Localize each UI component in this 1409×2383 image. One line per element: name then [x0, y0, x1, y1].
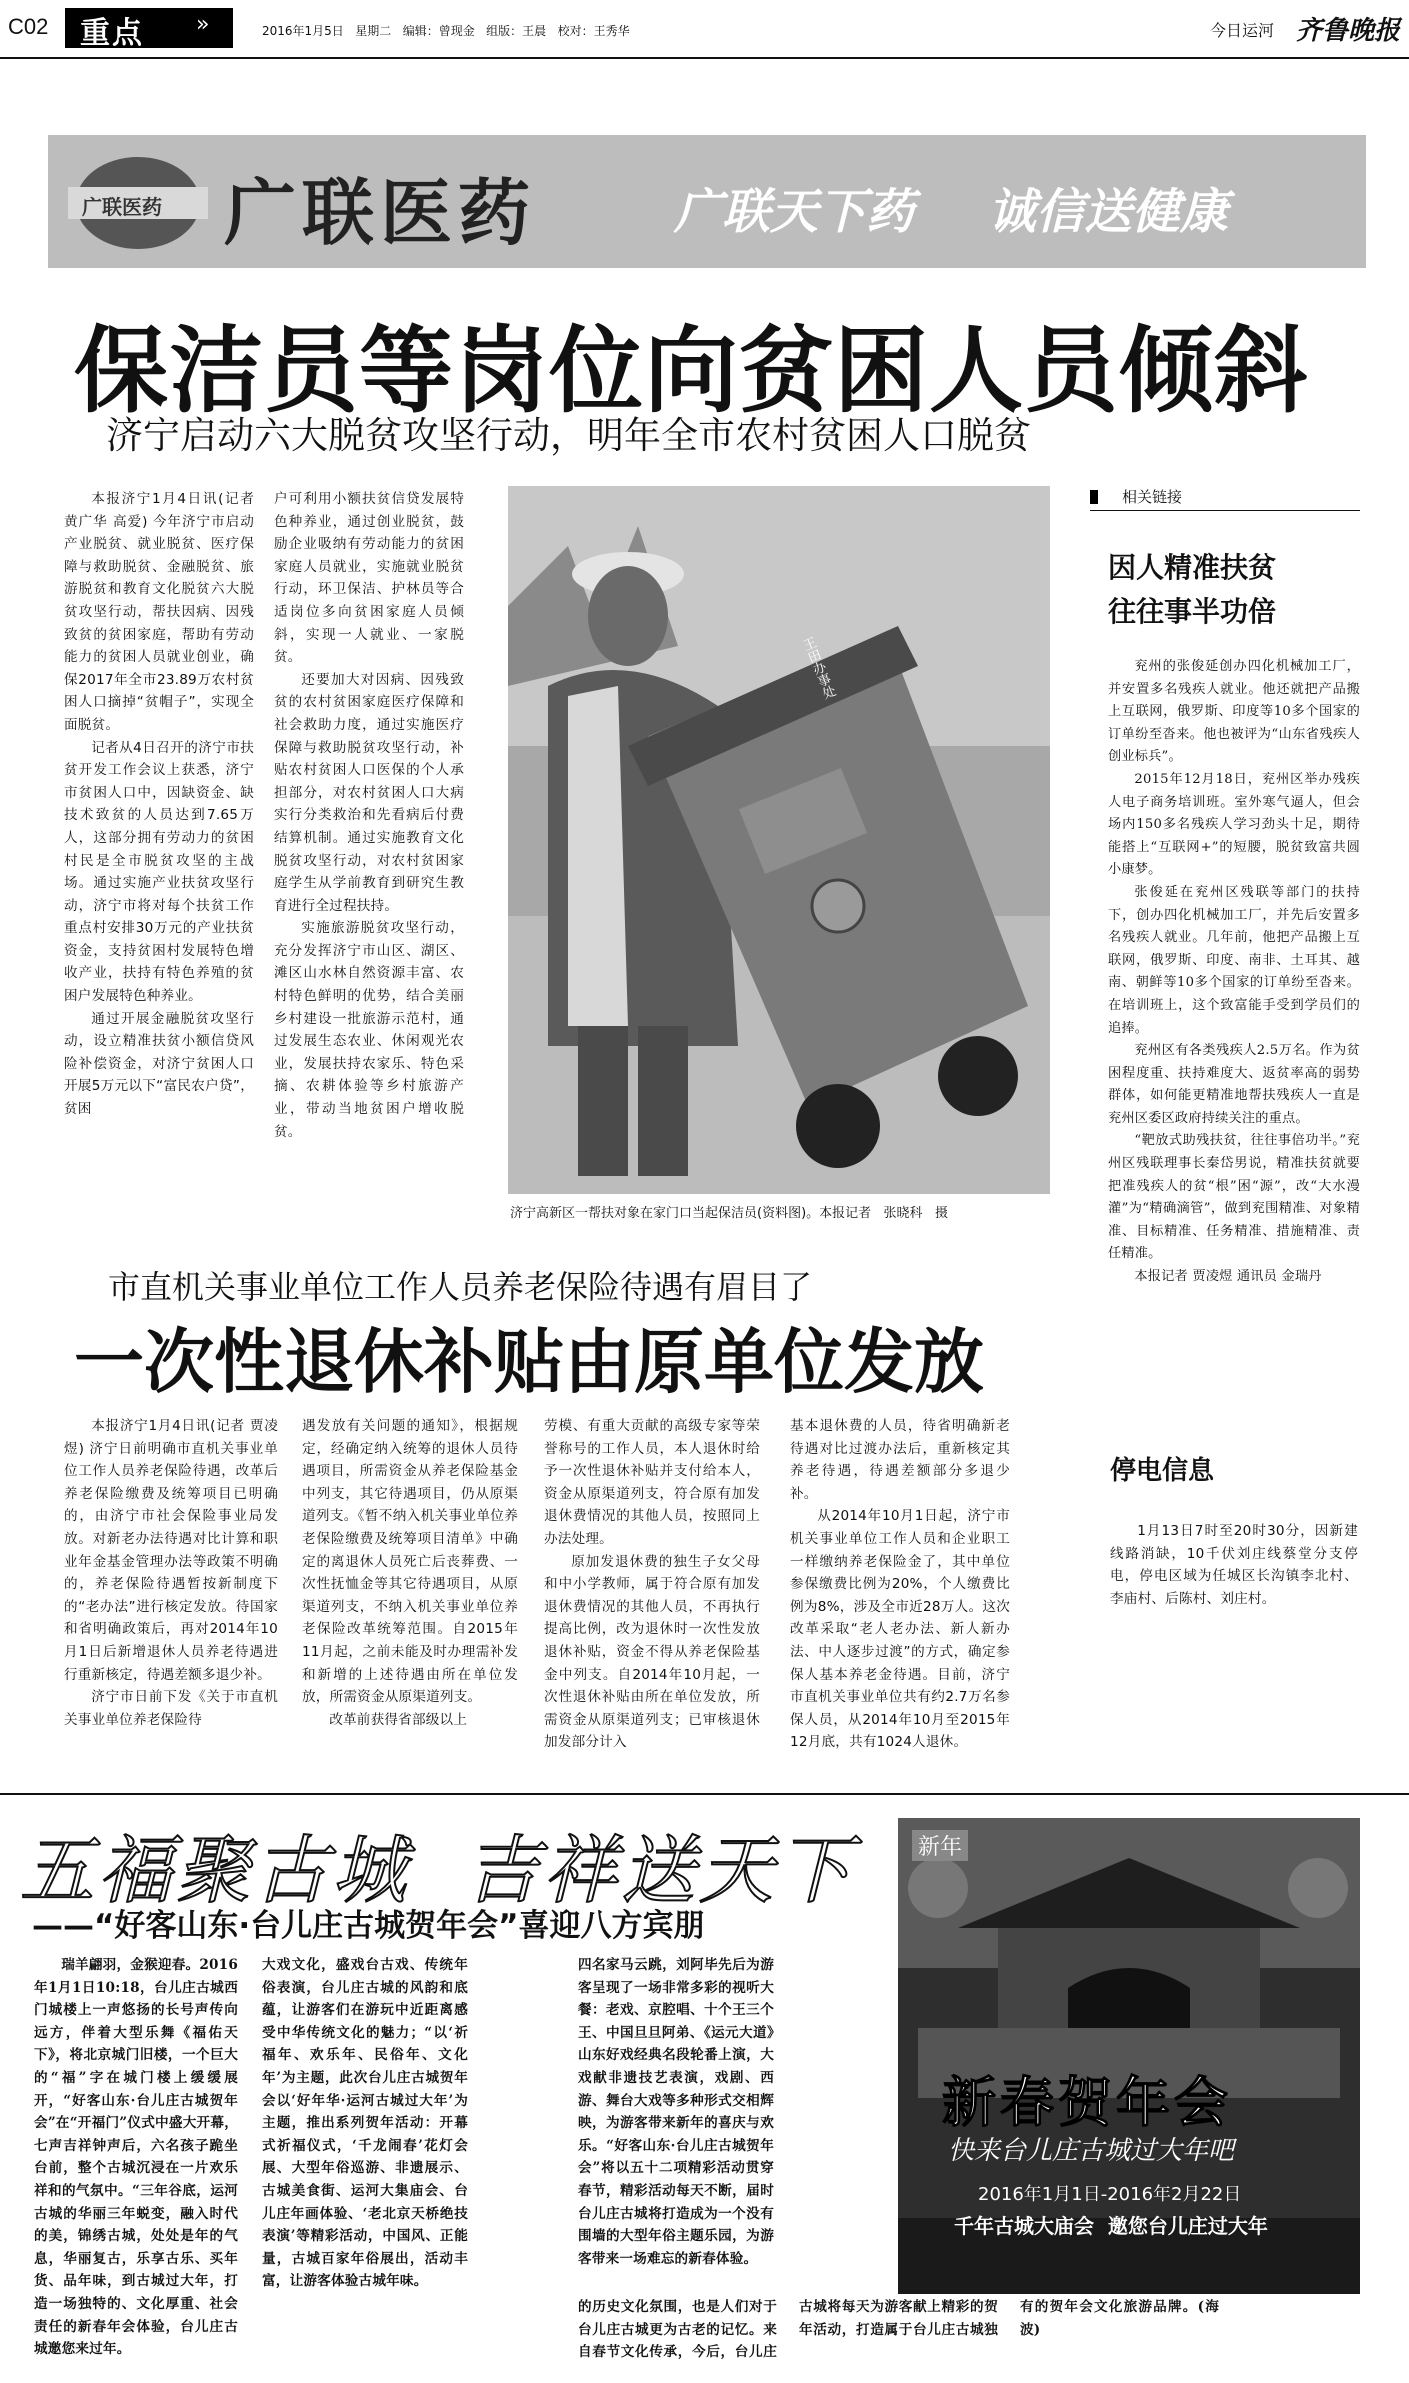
page-header: [0, 0, 1409, 58]
story1-column-2: [274, 488, 464, 1143]
paragraph: 瑞羊翩羽，金猴迎春。2016年1月1日10:18，台儿庄古城西门城楼上一声悠扬的长号声传向远方，伴着大型乐舞《福佑天下》，将北京城门旧楼，一个巨大的“福”字在城门楼上缓缓展开，“好客山东·台儿庄古城贺年会”在“开福门”仪式中盛大开幕，七声吉祥钟声后，六名孩子跪坐台前，整个古城沉浸在一片欢乐祥和的气氛中。“三年谷底，运河古城的华丽三年蜕变，融入时代的美，锦绣古城，处处是年的气息，华丽复古，乐享古乐、买年货、品年味，到古城过大年，打造一场独特的、文化厚重、社会责任的新春年会体验，台儿庄古城邀您来过年。: [34, 1957, 238, 2358]
story2-column-4: [790, 1415, 1010, 1754]
story2-column-3: [544, 1415, 760, 1754]
sidebar-title-1: 因人精准扶贫: [1108, 551, 1277, 584]
story1-photo-caption: 济宁高新区一帮扶对象在家门口当起保洁员(资料图)。本报记者 张晓科 摄: [510, 1206, 948, 1221]
sidebar-byline: 本报记者 贾凌煜 通讯员 金瑞丹: [1134, 1269, 1322, 1285]
story2-kicker: 市直机关事业单位工作人员养老保险待遇有眉目了: [108, 1268, 813, 1306]
page-number: C02: [8, 14, 49, 39]
paragraph: 还要加大对因病、因残致贫的农村贫困家庭医疗保障和社会救助力度，通过实施医疗保障与救助脱贫攻坚行动，补贴农村贫困人口医保的个人承担部分，对农村贫困人口大病实行分类救治和先看病后付费结算机制。通过实施教育文化脱贫攻坚行动，对农村贫困家庭学生从学前教育到研究生教育进行全过程扶持。: [274, 671, 464, 914]
paragraph: 济宁市日前下发《关于市直机关事业单位养老保险待: [64, 1689, 278, 1728]
header-rule: [0, 57, 1409, 59]
sidebar-title-2: 往往事半功倍: [1108, 595, 1277, 628]
story1-subhead: 济宁启动六大脱贫攻坚行动，明年全市农村贫困人口脱贫: [106, 414, 1031, 457]
paragraph: 劳模、有重大贡献的高级专家等荣誉称号的工作人员，本人退休时给予一次性退休补贴并支付给本人，资金从原渠道列支，符合原有加发退休费情况的其他人员，按照同上办法处理。: [544, 1418, 760, 1547]
ad-poster: [898, 1818, 1360, 2294]
paragraph: 通过开展金融脱贫攻坚行动，设立精准扶贫小额信贷风险补偿资金，对济宁贫困人口开展5万元以下“富民农户贷”，贫困: [64, 1010, 254, 1118]
paragraph: 四名家马云跳，刘阿毕先后为游客呈现了一场非常多彩的视听大餐：老戏、京腔唱、十个王三个王、中国旦旦阿弟、《运元大道》山东好戏经典名段轮番上演，大戏献非遗技艺表演，戏剧、西游、舞台大戏等多种形式交相辉映，为游客带来新年的喜庆与欢乐。“好客山东·台儿庄古城贺年会”将以五十二项精彩活动贯穿春节，精彩活动每天不断，届时台儿庄古城将打造成为一个没有围墙的大型年俗主题乐园，为游客带来一场难忘的新春体验。: [578, 1957, 774, 2267]
brand-left: 今日运河: [1210, 21, 1275, 40]
paragraph: 改革前获得省部级以上: [329, 1711, 468, 1728]
story1-photo: [508, 486, 1050, 1194]
notice-title: 停电信息: [1110, 1456, 1215, 1486]
poster-dates: 2016年1月1日-2016年2月22日: [978, 2184, 1242, 2205]
header-meta: 2016年1月5日 星期二 编辑：曾现金 组版：王晨 校对：王秀华: [262, 24, 630, 38]
notice-body: [1110, 1520, 1358, 1610]
paragraph: 兖州的张俊延创办四化机械加工厂，并安置多名残疾人就业。他还就把产品搬上互联网，俄罗斯、印度等10多个国家的订单纷至沓来。他也被评为“山东省残疾人创业标兵”。: [1108, 659, 1360, 765]
brand-logo: 齐鲁晚报: [1296, 16, 1401, 46]
paragraph: 从2014年10月1日起，济宁市机关事业单位工作人员和企业职工一样缴纳养老保险金了，其中单位参保缴费比例为20%，个人缴费比例为8%，涉及全市近28万人。这次改革采取“老人老办法、新人新办法、中人逐步过渡”的方式，确定参保人基本养老金待遇。目前，济宁市直机关事业单位共有约2.7万名参保人员，从2014年10月至2015年12月底，共有1024人退休。: [790, 1508, 1010, 1751]
story2-column-1: [64, 1415, 278, 1731]
paragraph: 本报济宁1月4日讯(记者 贾凌煜) 济宁日前明确市直机关事业单位工作人员养老保险待遇，改革后养老保险缴费及统筹项目已明确的，由济宁市社会保险事业局发放。对新老办法待遇对比计算和职业年金基金管理办法等政策不明确的，养老保险待遇暂按新制度下的“老办法”进行核定发放。待国家和省明确政策后，再对2014年10月1日后新增退休人员养老待遇进行重新核定，待遇差额多退少补。: [64, 1418, 278, 1683]
paragraph: 1月13日7时至20时30分，因新建线路消缺，10千伏刘庄线蔡堂分支停电，停电区域为任城区长沟镇李北村、李庙村、后陈村、刘庄村。: [1110, 1523, 1358, 1607]
paragraph: 大戏文化，盛戏台古戏、传统年俗表演，台儿庄古城的风韵和底蕴，让游客们在游玩中近距离感受中华传统文化的魅力；“以‘祈福年、欢乐年、民俗年、文化年’为主题，此次台儿庄古城贺年会以‘好年华·运河古城过大年’为主题，推出系列贺年活动：开幕式祈福仪式，‘千龙闹春’花灯会展、大型年俗巡游、非遗展示、古城美食街、运河大集庙会、台儿庄年画体验、‘老北京天桥绝技表演’等精彩活动，中国风、正能量，古城百家年俗展出，活动丰富，让游客体验古城年味。: [262, 1957, 468, 2290]
paragraph: 基本退休费的人员，待省明确新老待遇对比过渡办法后，重新核定其养老待遇，待遇差额部分多退少补。: [790, 1418, 1010, 1502]
story1-headline: 保洁员等岗位向贫困人员倾斜: [74, 317, 1310, 426]
sidebar-tag: 相关链接: [1122, 488, 1183, 506]
bin-label: 王田办事处: [798, 635, 837, 702]
paragraph: 记者从4日召开的济宁市扶贫开发工作会议上获悉，济宁市贫困人口中，因缺资金、缺技术致贫的人员达到7.65万人，这部分拥有劳动力的贫困村民是全市脱贫攻坚的主战场。通过实施产业扶贫攻坚行动，济宁市将对每个扶贫工作重点村安排30万元的产业扶贫资金，支持贫困村发展特色增收产业，扶持有特色养殖的贫困户发展特色种养业。: [64, 739, 254, 1005]
ad-title: 五福聚古城 吉祥送天下: [20, 1828, 856, 1914]
ad-column-2: [262, 1954, 468, 2374]
double-chevron-icon: »: [196, 12, 210, 37]
paragraph: 2015年12月18日，兖州区举办残疾人电子商务培训班。室外寒气逼人，但会场内150多名残疾人学习劲头十足，期待能搭上“互联网+”的短腰，脱贫致富共圆小康梦。: [1108, 771, 1360, 878]
poster-tagline: 快来台儿庄古城过大年吧: [948, 2136, 1235, 2166]
section-label: 重点: [80, 16, 144, 51]
ad-column-3: [578, 1954, 774, 2267]
story1-column-1: [64, 488, 254, 1121]
paragraph: 兖州区有各类残疾人2.5万名。作为贫困程度重、扶持难度大、返贫率高的弱势群体，如何能更精准地帮扶残疾人一直是兖州区委区政府持续关注的重点。: [1108, 1043, 1360, 1126]
paragraph: 张俊延在兖州区残联等部门的扶持下，创办四化机械加工厂，并先后安置多名残疾人就业。几年前，他把产品搬上互联网，俄罗斯、印度、南非、土耳其、越南、朝鲜等10多个国家的订单纷至沓来。在培训班上，这个致富能手受到学员们的追捧。: [1108, 884, 1360, 1036]
banner-ad: [48, 135, 1366, 268]
ad-column-1: [34, 1954, 238, 2374]
banner-company: 广联医药: [224, 171, 537, 255]
sidebar-body: [1108, 656, 1360, 1289]
banner-slogan-1: 广联天下药: [674, 184, 915, 240]
sidebar-tag-bar: [1090, 490, 1098, 504]
story2-column-2: [302, 1415, 518, 1731]
banner-logo-text: 广联医药: [82, 195, 162, 219]
ad-subtitle: ——“好客山东·台儿庄古城贺年会”喜迎八方宾朋: [32, 1908, 705, 1944]
paragraph: 的历史文化氛围，也是人们对于台儿庄古城更为古老的记忆。来自春节文化传承，今后，台儿庄古城将每天为游客献上精彩的贺年活动，打造属于台儿庄古城独有的贺年会文化旅游品牌。(海波): [578, 2299, 1219, 2361]
paragraph: 实施旅游脱贫攻坚行动，充分发挥济宁市山区、湖区、滩区山水林自然资源丰富、农村特色鲜明的优势，结合美丽乡村建设一批旅游示范村，通过发展生态农业、休闲观光农业，发展扶持农家乐、特色采摘、农耕体验等乡村旅游产业，带动当地贫困户增收脱贫。: [274, 920, 464, 1140]
story2-headline: 一次性退休补贴由原单位发放: [74, 1321, 984, 1403]
poster-slogan: 千年古城大庙会 邀您台儿庄过大年: [954, 2214, 1268, 2238]
poster-badge: 新年: [912, 1830, 968, 1861]
paragraph: “靶放式助残扶贫，往往事倍功半。”兖州区残联理事长秦岱男说，精准扶贫就要把准残疾人的贫“根”困“源”，改“大水漫灌”为“精确滴管”，做到兖围精准、对象精准、目标精准、任务精准、措施精准、责任精准。: [1108, 1133, 1360, 1262]
poster-title: 新春贺年会: [942, 2071, 1232, 2134]
paragraph: 本报济宁1月4日讯(记者 黄广华 高爱) 今年济宁市启动产业脱贫、就业脱贫、医疗保障与救助脱贫、金融脱贫、旅游脱贫和教育文化脱贫六大脱贫攻坚行动，帮扶因病、因残致贫的贫困家庭，帮助有劳动能力的贫困人员就业创业，确保2017年全市23.89万农村贫困人口摘掉“贫帽子”，实现全面脱贫。: [64, 491, 254, 733]
paragraph: 户可利用小额扶贫信贷发展特色种养业，通过创业脱贫，鼓励企业吸纳有劳动能力的贫困家庭人员就业，实施就业脱贫行动，环卫保洁、护林员等合适岗位多向贫困家庭人员倾斜，实现一人就业、一家脱贫。: [274, 491, 464, 666]
banner-slogan-2: 诚信送健康: [988, 184, 1229, 240]
paragraph: 遇发放有关问题的通知》，根据规定，经确定纳入统筹的退休人员待遇项目，所需资金从养老保险基金中列支，其它待遇项目，仍从原渠道列支。《暂不纳入机关事业单位养老保险缴费及统筹项目清单》中确定的离退休人员死亡后丧葬费、一次性抚恤金等其它待遇项目，从原渠道列支，不纳入机关事业单位养老保险改革统筹范围。自2015年11月起，之前未能及时办理需补发和新增的上述待遇由所在单位发放，所需资金从原渠道列支。: [302, 1418, 518, 1706]
paragraph: 原加发退休费的独生子女父母和中小学教师，属于符合原有加发退休费情况的其他人员，不再执行提高比例，改为退休时一次性发放退休补贴，资金不得从养老保险基金中列支。自2014年10月起，一次性退休补贴由所在单位发放，所需资金从原渠道列支；已审核退休加发部分计入: [544, 1553, 760, 1751]
sidebar-rule: [1090, 510, 1360, 511]
ad-top-rule: [0, 1793, 1409, 1795]
ad-column-4: [578, 2296, 1219, 2376]
photo-scene: [508, 486, 1050, 1194]
